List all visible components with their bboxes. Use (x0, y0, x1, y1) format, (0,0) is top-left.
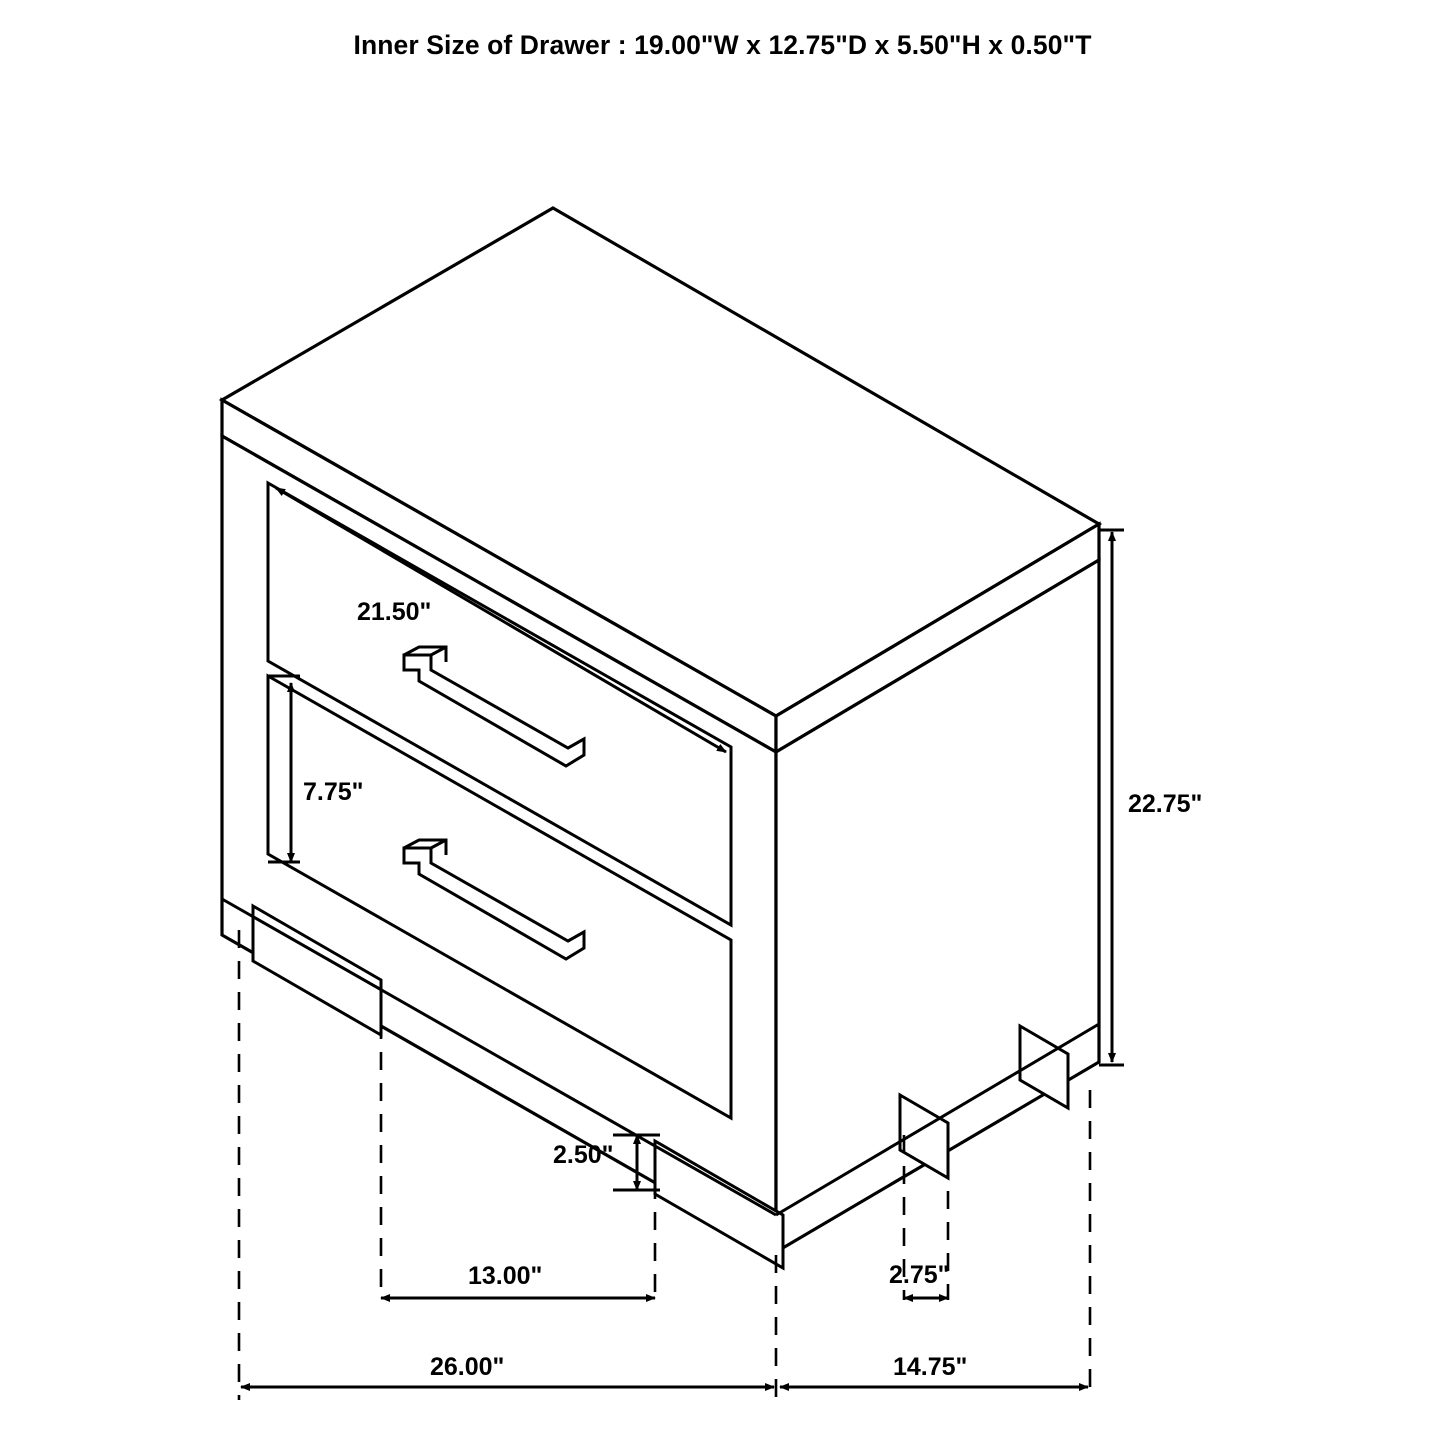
dimension-label-drawer-height: 7.75" (303, 778, 364, 806)
dimension-total-height (1099, 530, 1124, 1065)
page-title: Inner Size of Drawer : 19.00"W x 12.75"D x 5.50"H x 0.50"T (353, 30, 1092, 60)
dimension-label-overall-width: 26.00" (430, 1353, 505, 1381)
dimension-label-handle-span: 13.00" (468, 1262, 543, 1290)
dimension-label-overall-depth: 14.75" (893, 1353, 968, 1381)
dimension-label-leg-offset: 2.75" (889, 1261, 950, 1289)
dimension-label-drawer-width: 21.50" (357, 598, 432, 626)
dimension-label-total-height: 22.75" (1128, 790, 1203, 818)
dimension-label-leg-height: 2.50" (553, 1141, 614, 1169)
